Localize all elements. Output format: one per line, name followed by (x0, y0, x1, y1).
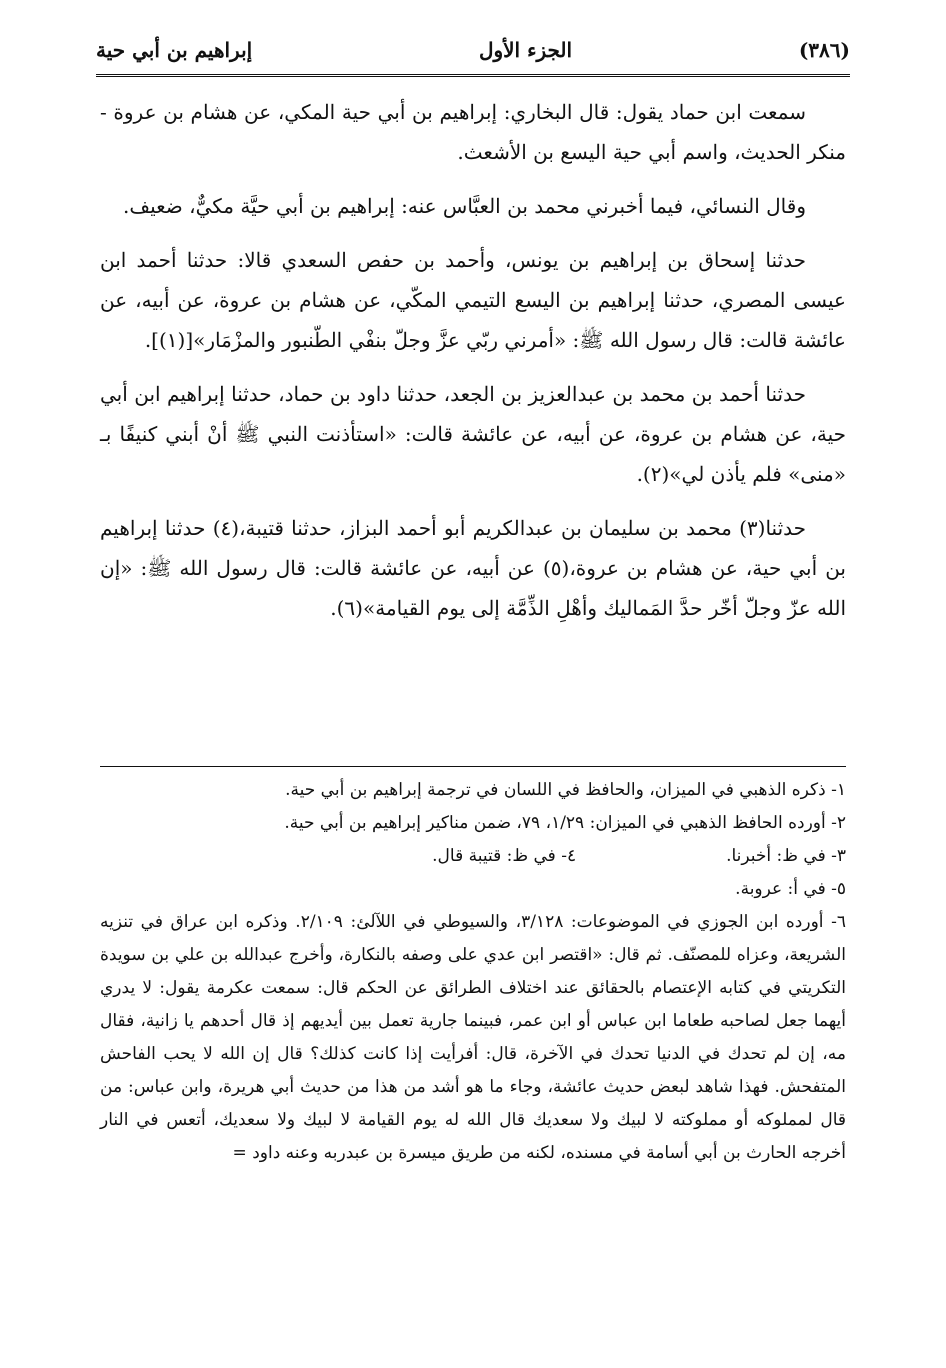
footnote-5: ٥- في أ: عروبة. (735, 879, 846, 899)
paragraph-4: حدثنا أحمد بن محمد بن عبدالعزيز بن الجعد، حدثنا داود بن حماد، حدثنا إبراهيم ابن أبي حية، عن هشام بن عروة، عن أبيه، عن عائشة قالت: «استأذنت النبي ﷺ أنْ أبني كنيفًا بـ «منى» فلم يأذن لي»(٢). (100, 382, 846, 486)
entry-title: إبراهيم بن أبي حية (96, 38, 253, 62)
header-divider (96, 74, 850, 77)
footnotes (100, 774, 846, 1170)
paragraph-5: حدثنا(٣) محمد بن سليمان بن عبدالكريم أبو أحمد البزاز، حدثنا قتيبة،(٤) حدثنا إبراهيم بن أبي حية، عن هشام بن عروة،(٥) عن أبيه، عن عائشة قالت: قال رسول الله ﷺ: «إن الله عزّ وجلّ أخّر حدَّ المَماليك وأهْلِ الذِّمَّة إلى يوم القيامة»(٦). (100, 516, 846, 620)
paragraph-3: حدثنا إسحاق بن إبراهيم بن يونس، وأحمد بن حفص السعدي قالا: حدثنا أحمد ابن عيسى المصري، حدثنا إبراهيم بن اليسع التيمي المكّي، عن هشام بن عروة، عن أبيه، عن عائشة قالت: قال رسول الله ﷺ: «أمرني ربّي عزَّ وجلّ بنفْي الطّنبور والمزْمَار»[(١)]. (100, 248, 846, 352)
footnote-3: ٣- في ظ: أخبرنا. (726, 846, 846, 866)
footnote-1: ١- ذكره الذهبي في الميزان، والحافظ في اللسان في ترجمة إبراهيم بن أبي حية. (285, 780, 846, 800)
footnote-divider (100, 766, 846, 767)
paragraph-2: وقال النسائي، فيما أخبرني محمد بن العبَّاس عنه: إبراهيم بن أبي حيَّة مكيٌّ، ضعيف. (123, 194, 806, 218)
footnote-4: ٤- في ظ: قتيبة قال. (432, 846, 577, 866)
page-header (96, 28, 850, 72)
volume-title: الجزء الأول (478, 38, 573, 62)
paragraph-1: سمعت ابن حماد يقول: قال البخاري: إبراهيم بن أبي حية المكي، عن هشام بن عروة - منكر الحديث، واسم أبي حية اليسع بن الأشعث. (100, 100, 846, 164)
footnote-6: ٦- أورده ابن الجوزي في الموضوعات: ٣/١٢٨، والسيوطي في اللآلئ: ٢/١٠٩. وذكره ابن عراق في تنزيه الشريعة، وعزاه للمصنّف. ثم قال: «اقتصر ابن عدي على وصفه بالنكارة، وأخرج عبدالله بن علي بن سويدة التكريتي في كتابه الإعتصام بالحقائق عند اختلاف الطرائق عن الحكم قال: سمعت عكرمة يقول: لا يدري أيهما جعل لصاحبه طعاما ابن عباس أو ابن عمر، فبينما جارية تعمل بين أيديهم إذ قال أحدهم يا زانية، فقال مه، إن لم تحدك في الدنيا تحدك في الآخرة، قال: أفرأيت إذا كانت كذلك؟ قال إن الله لا يحب الفاحش المتفحش. فهذا شاهد لبعض حديث عائشة، وجاء ما هو أشد من هذا من حديث أبي هريرة، وابن عباس: من قال لمملوكه أو مملوكته لا لبيك ولا سعديك قال الله له يوم القيامة لا لبيك ولا سعديك، أتعس في النار أخرجه الحارث بن أبي أسامة في مسنده، لكنه من طريق ميسرة بن عبدربه وعنه داود = (100, 912, 847, 1163)
footnote-pair (100, 840, 846, 873)
main-text (100, 92, 846, 642)
page-number: (٣٨٦) (798, 38, 850, 62)
footnote-2: ٢- أورده الحافظ الذهبي في الميزان: ١/٢٩، ٧٩، ضمن مناكير إبراهيم بن أبي حية. (284, 813, 846, 833)
